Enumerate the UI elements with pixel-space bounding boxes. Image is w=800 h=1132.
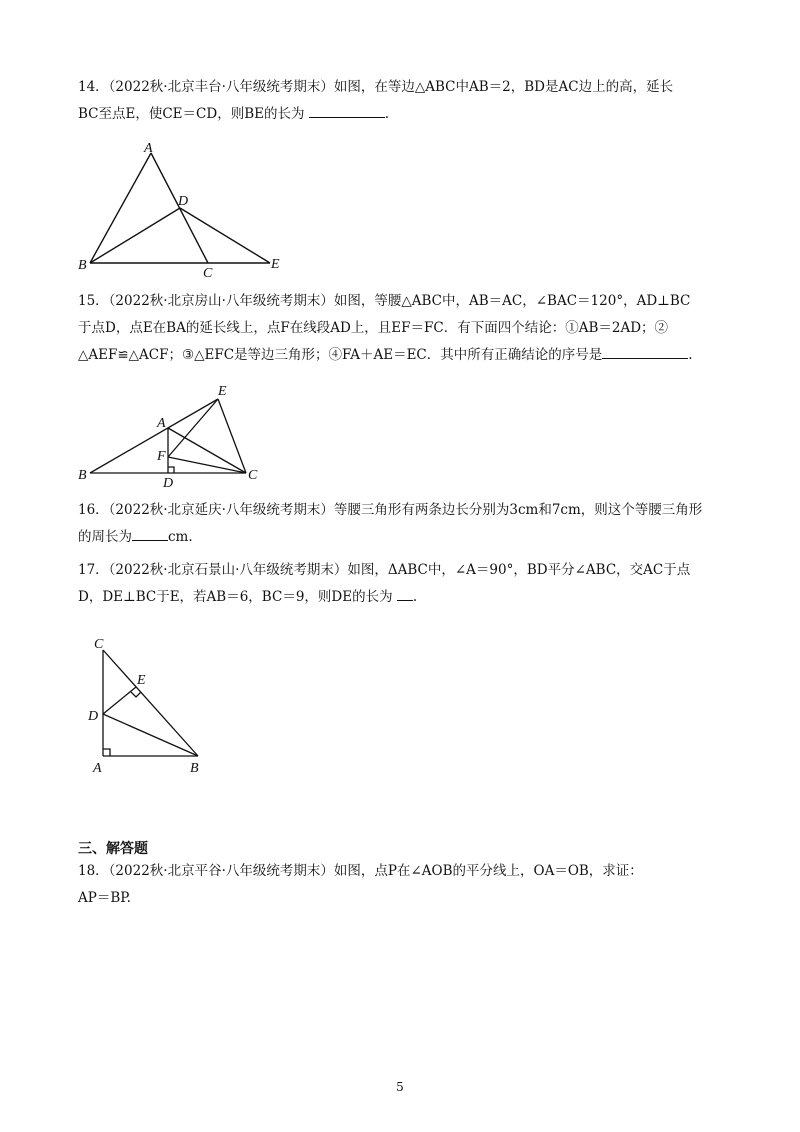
right-angle-mark-e xyxy=(131,692,141,697)
question-15 xyxy=(78,288,728,369)
segment-ac xyxy=(168,428,246,473)
question-14 xyxy=(78,74,728,128)
question-15-line-2: 于点D，点E在BA的延长线上，点F在线段AD上，且EF＝FC．有下面四个结论：①AB＝2AD；② xyxy=(78,320,669,336)
question-18-line-2: AP＝BP. xyxy=(78,890,131,906)
label-c: C xyxy=(248,468,258,483)
answer-blank[interactable] xyxy=(397,586,413,601)
label-d: D xyxy=(163,476,174,491)
section-heading: 三、解答题 xyxy=(78,841,148,857)
label-b: B xyxy=(78,468,87,483)
segment-bd xyxy=(90,208,180,263)
question-17-line-1: 17．（2022秋·北京石景山·八年级统考期末）如图，ΔABC中，∠A＝90°，BD平分∠ABC，交AC于点 xyxy=(78,562,691,578)
label-c: C xyxy=(94,637,104,652)
answer-blank[interactable] xyxy=(602,344,688,359)
label-a: A xyxy=(144,141,153,156)
segment-ef xyxy=(168,399,218,457)
question-18-line-1: 18．（2022秋·北京平谷·八年级统考期末）如图，点P在∠AOB的平分线上，OA＝OB，求证： xyxy=(78,863,643,879)
segment-de xyxy=(103,687,136,714)
question-17-line-2: D，DE⊥BC于E，若AB＝6，BC＝9，则DE的长为 . xyxy=(78,584,728,611)
label-a: A xyxy=(157,416,166,431)
label-b: B xyxy=(78,258,87,273)
label-e: E xyxy=(271,257,280,272)
question-14-line-1: 14．（2022秋·北京丰台·八年级统考期末）如图，在等边△ABC中AB＝2，BD是AC边上的高，延长 xyxy=(78,79,674,95)
page-number: 5 xyxy=(396,1080,404,1094)
question-14-line-2: BC至点E，使CE＝CD，则BE的长为 . xyxy=(78,101,728,128)
question-16-line-2: 的周长为 cm. xyxy=(78,524,728,551)
question-15-line-1: 15．（2022秋·北京房山·八年级统考期末）如图，等腰△ABC中，AB＝AC，∠BAC＝120°，AD⊥BC xyxy=(78,293,691,309)
label-b: B xyxy=(190,761,199,776)
figure-17-svg xyxy=(88,636,218,776)
segment-ec xyxy=(218,399,246,473)
right-angle-mark xyxy=(168,467,174,473)
label-e: E xyxy=(137,673,146,688)
figure-17 xyxy=(88,636,218,776)
question-17 xyxy=(78,557,728,611)
right-angle-mark-a xyxy=(103,749,110,756)
label-c: C xyxy=(203,266,213,281)
segment-be xyxy=(90,399,218,473)
question-16-line-1: 16．（2022秋·北京延庆·八年级统考期末）等腰三角形有两条边长分别为3cm和7cm，则这个等腰三角形 xyxy=(78,502,703,518)
segment-db xyxy=(103,714,198,756)
label-a: A xyxy=(93,761,102,776)
figure-15 xyxy=(78,384,268,491)
question-15-line-3: △AEF≌△ACF；③△EFC是等边三角形；④FA＋AE＝EC．其中所有正确结论的序号是 . xyxy=(78,342,728,369)
answer-blank[interactable] xyxy=(132,526,168,541)
figure-14-svg xyxy=(80,140,300,280)
label-f: F xyxy=(157,449,166,464)
segment-fc xyxy=(168,457,246,473)
answer-blank[interactable] xyxy=(309,103,385,118)
label-d: D xyxy=(88,709,99,724)
question-18 xyxy=(78,858,728,912)
figure-14 xyxy=(80,140,300,280)
figure-15-svg xyxy=(78,384,268,491)
question-16 xyxy=(78,497,728,551)
segment-ab xyxy=(90,153,151,263)
label-d: D xyxy=(178,194,189,209)
label-e: E xyxy=(218,384,227,399)
